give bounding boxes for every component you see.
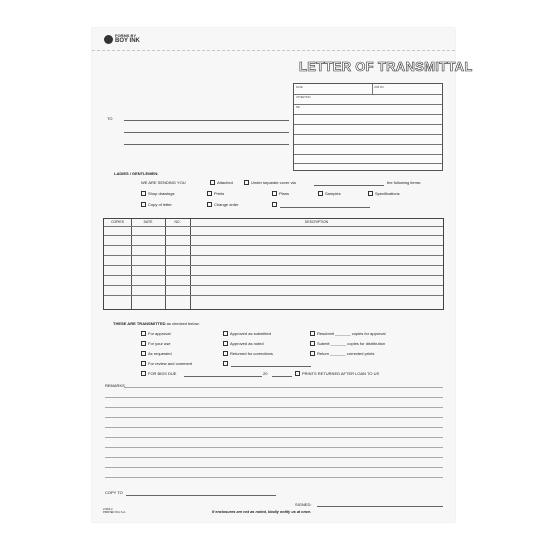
- brand-logo: [104, 34, 140, 44]
- form-number: LT264-3: [103, 508, 113, 511]
- attention-label: ATTENTION: [296, 96, 311, 99]
- re-label: RE:: [296, 106, 301, 109]
- signature-line[interactable]: [317, 506, 443, 507]
- for-bids-due-option[interactable]: FOR BIDS DUE: [141, 371, 176, 376]
- checkbox-icon[interactable]: [310, 331, 315, 336]
- date-label: DATE: [296, 86, 303, 89]
- remarks-line[interactable]: [105, 457, 443, 458]
- checkbox-icon[interactable]: [141, 331, 146, 336]
- signed-label: SIGNED:: [295, 502, 312, 507]
- checkbox-icon[interactable]: [141, 361, 146, 366]
- other-option[interactable]: [272, 202, 279, 207]
- checkbox-icon[interactable]: [207, 191, 212, 196]
- remarks-label: REMARKS: [105, 383, 125, 388]
- checkbox-icon[interactable]: [310, 341, 315, 346]
- table-row[interactable]: [104, 245, 443, 246]
- table-row[interactable]: [104, 255, 443, 256]
- logo-line-1: FORMS BY: [115, 33, 137, 38]
- checkbox-icon[interactable]: [295, 371, 300, 376]
- change-order-option[interactable]: Change order: [207, 202, 238, 207]
- approved-as-submitted-option[interactable]: Approved as submitted: [223, 331, 271, 336]
- to-line-1[interactable]: [124, 120, 289, 121]
- table-row[interactable]: [104, 235, 443, 236]
- no-header: NO.: [174, 220, 181, 224]
- to-line-3[interactable]: [124, 144, 289, 145]
- checkbox-icon[interactable]: [141, 371, 146, 376]
- for-approval-option[interactable]: For approval: [141, 331, 170, 336]
- checkbox-icon[interactable]: [223, 361, 228, 366]
- year-label: 20: [263, 371, 268, 376]
- as-requested-option[interactable]: As requested: [141, 351, 172, 356]
- perforation-line: [92, 50, 455, 51]
- checkbox-icon[interactable]: [141, 191, 146, 196]
- remarks-line[interactable]: [105, 397, 443, 398]
- following-items-label: the following items:: [387, 180, 422, 185]
- checkbox-icon[interactable]: [223, 331, 228, 336]
- checkbox-icon[interactable]: [210, 180, 215, 185]
- checkbox-icon[interactable]: [310, 351, 315, 356]
- we-are-sending-label: WE ARE SENDING YOU: [141, 180, 186, 185]
- other-transmit-option[interactable]: [223, 361, 230, 366]
- remarks-line[interactable]: [105, 477, 443, 478]
- salutation: LADIES / GENTLEMEN:: [114, 171, 159, 176]
- plans-option[interactable]: Plans: [272, 191, 289, 196]
- remarks-line[interactable]: [124, 387, 443, 388]
- logo-line-2: BOY INK: [115, 38, 140, 44]
- to-line-2[interactable]: [124, 132, 289, 133]
- table-row[interactable]: [104, 265, 443, 266]
- checkbox-icon[interactable]: [207, 202, 212, 207]
- copy-of-letter-option[interactable]: Copy of letter: [141, 202, 172, 207]
- checkbox-icon[interactable]: [141, 351, 146, 356]
- via-line[interactable]: [314, 185, 384, 186]
- checkbox-icon[interactable]: [223, 351, 228, 356]
- submit-option[interactable]: Submit _______ copies for distribution: [310, 341, 385, 346]
- other-transmit-line[interactable]: [231, 366, 311, 367]
- checkbox-icon[interactable]: [223, 341, 228, 346]
- copy-to-label: COPY TO: [105, 490, 123, 495]
- specifications-option[interactable]: Specifications: [368, 191, 400, 196]
- under-separate-cover-option[interactable]: Under separate cover via: [244, 180, 296, 185]
- checkbox-icon[interactable]: [141, 202, 146, 207]
- transmitted-heading: THESE ARE TRANSMITTED as checked below:: [113, 321, 200, 326]
- for-your-use-option[interactable]: For your use: [141, 341, 170, 346]
- form-title: LETTER OF TRANSMITTAL: [299, 59, 473, 74]
- return-option[interactable]: Return _______ corrected prints: [310, 351, 374, 356]
- checkbox-icon[interactable]: [272, 191, 277, 196]
- attached-option[interactable]: Attached: [210, 180, 233, 185]
- approved-as-noted-option[interactable]: Approved as noted: [223, 341, 264, 346]
- items-table: [103, 218, 444, 310]
- header-info-box: [293, 83, 443, 171]
- printed-in-label: PRINTED IN U.S.A.: [103, 511, 126, 514]
- prints-option[interactable]: Prints: [207, 191, 224, 196]
- bids-due-line[interactable]: [184, 376, 262, 377]
- remarks-line[interactable]: [105, 427, 443, 428]
- copy-to-line[interactable]: [126, 495, 276, 496]
- checkbox-icon[interactable]: [141, 341, 146, 346]
- copies-header: COPIES: [111, 220, 124, 224]
- year-line[interactable]: [272, 376, 292, 377]
- flame-logo-icon: [104, 35, 113, 44]
- other-line[interactable]: [280, 207, 370, 208]
- checkbox-icon[interactable]: [368, 191, 373, 196]
- table-row[interactable]: [104, 275, 443, 276]
- remarks-line[interactable]: [105, 417, 443, 418]
- checkbox-icon[interactable]: [318, 191, 323, 196]
- description-header: DESCRIPTION: [304, 220, 329, 224]
- checkbox-icon[interactable]: [272, 202, 277, 207]
- form-code: [103, 508, 126, 514]
- table-row[interactable]: [104, 295, 443, 296]
- footer-note: If enclosures are not as noted, kindly notify us at once.: [212, 510, 312, 514]
- checkbox-icon[interactable]: [244, 180, 249, 185]
- remarks-line[interactable]: [105, 437, 443, 438]
- for-review-option[interactable]: For review and comment: [141, 361, 192, 366]
- returned-for-corrections-option[interactable]: Returned for corrections: [223, 351, 273, 356]
- job-no-label: JOB NO.: [374, 86, 385, 89]
- remarks-line[interactable]: [105, 467, 443, 468]
- transmittal-form-sheet: [92, 28, 473, 522]
- date-header: DATE: [143, 220, 153, 224]
- to-label: TO: [107, 116, 113, 121]
- shop-drawings-option[interactable]: Shop drawings: [141, 191, 174, 196]
- table-row[interactable]: [104, 285, 443, 286]
- samples-option[interactable]: Samples: [318, 191, 341, 196]
- remarks-line[interactable]: [105, 447, 443, 448]
- resubmit-option[interactable]: Resubmit _______ copies for approval: [310, 331, 386, 336]
- remarks-line[interactable]: [105, 407, 443, 408]
- prints-returned-option[interactable]: PRINTS RETURNED AFTER LOAN TO US: [295, 371, 379, 376]
